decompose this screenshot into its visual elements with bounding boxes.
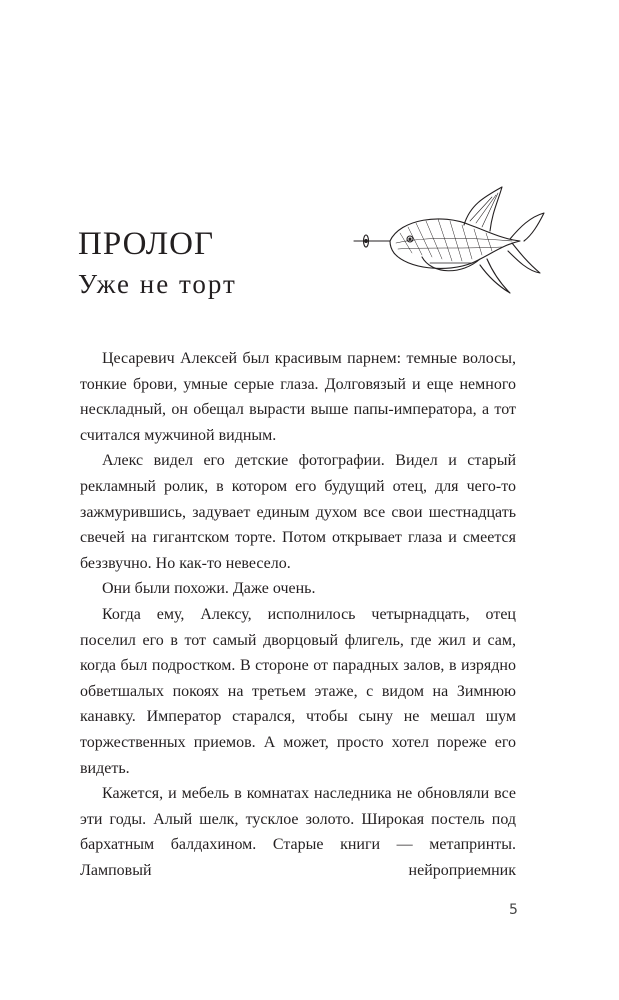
airship-fish-illustration-icon [352, 183, 552, 303]
body-text [80, 346, 516, 883]
chapter-subtitle: Уже не торт [78, 269, 237, 299]
paragraph: Кажется, и мебель в комнатах наследника не обновляли все эти годы. Алый шелк, тусклое золото. Широкая постель под бархатным балдахином. Старые книги — метапринты. Ламповый нейроприемник [80, 785, 516, 879]
paragraph: Когда ему, Алексу, исполнилось четырнадцать, отец поселил его в тот самый дворцовый флигель, где жил и сам, когда был подростком. В стороне от парадных залов, в изрядно обветшалых покоях на третьем этаже, с видом на Зимнюю канавку. Император старался, чтобы сыну не мешал шум торжественных приемов. А может, просто хотел пореже его видеть. [80, 605, 516, 777]
page-number: 5 [509, 902, 518, 918]
paragraph: Алекс видел его детские фотографии. Видел и старый рекламный ролик, в котором его будущий отец, для чего-то зажмурившись, задувает единым духом все свои шестнадцать свечей на гигантском торте. Потом открывает глаза и смеется беззвучно. Но как-то невесело. [80, 452, 516, 572]
paragraph: Цесаревич Алексей был красивым парнем: темные волосы, тонкие брови, умные серые глаза. Долговязый и еще немного нескладный, он обещал вырасти выше папы-императора, а тот считался мужчиной видным. [80, 350, 516, 444]
paragraph: Они были похожи. Даже очень. [102, 580, 316, 598]
chapter-title: ПРОЛОГ [78, 226, 215, 262]
